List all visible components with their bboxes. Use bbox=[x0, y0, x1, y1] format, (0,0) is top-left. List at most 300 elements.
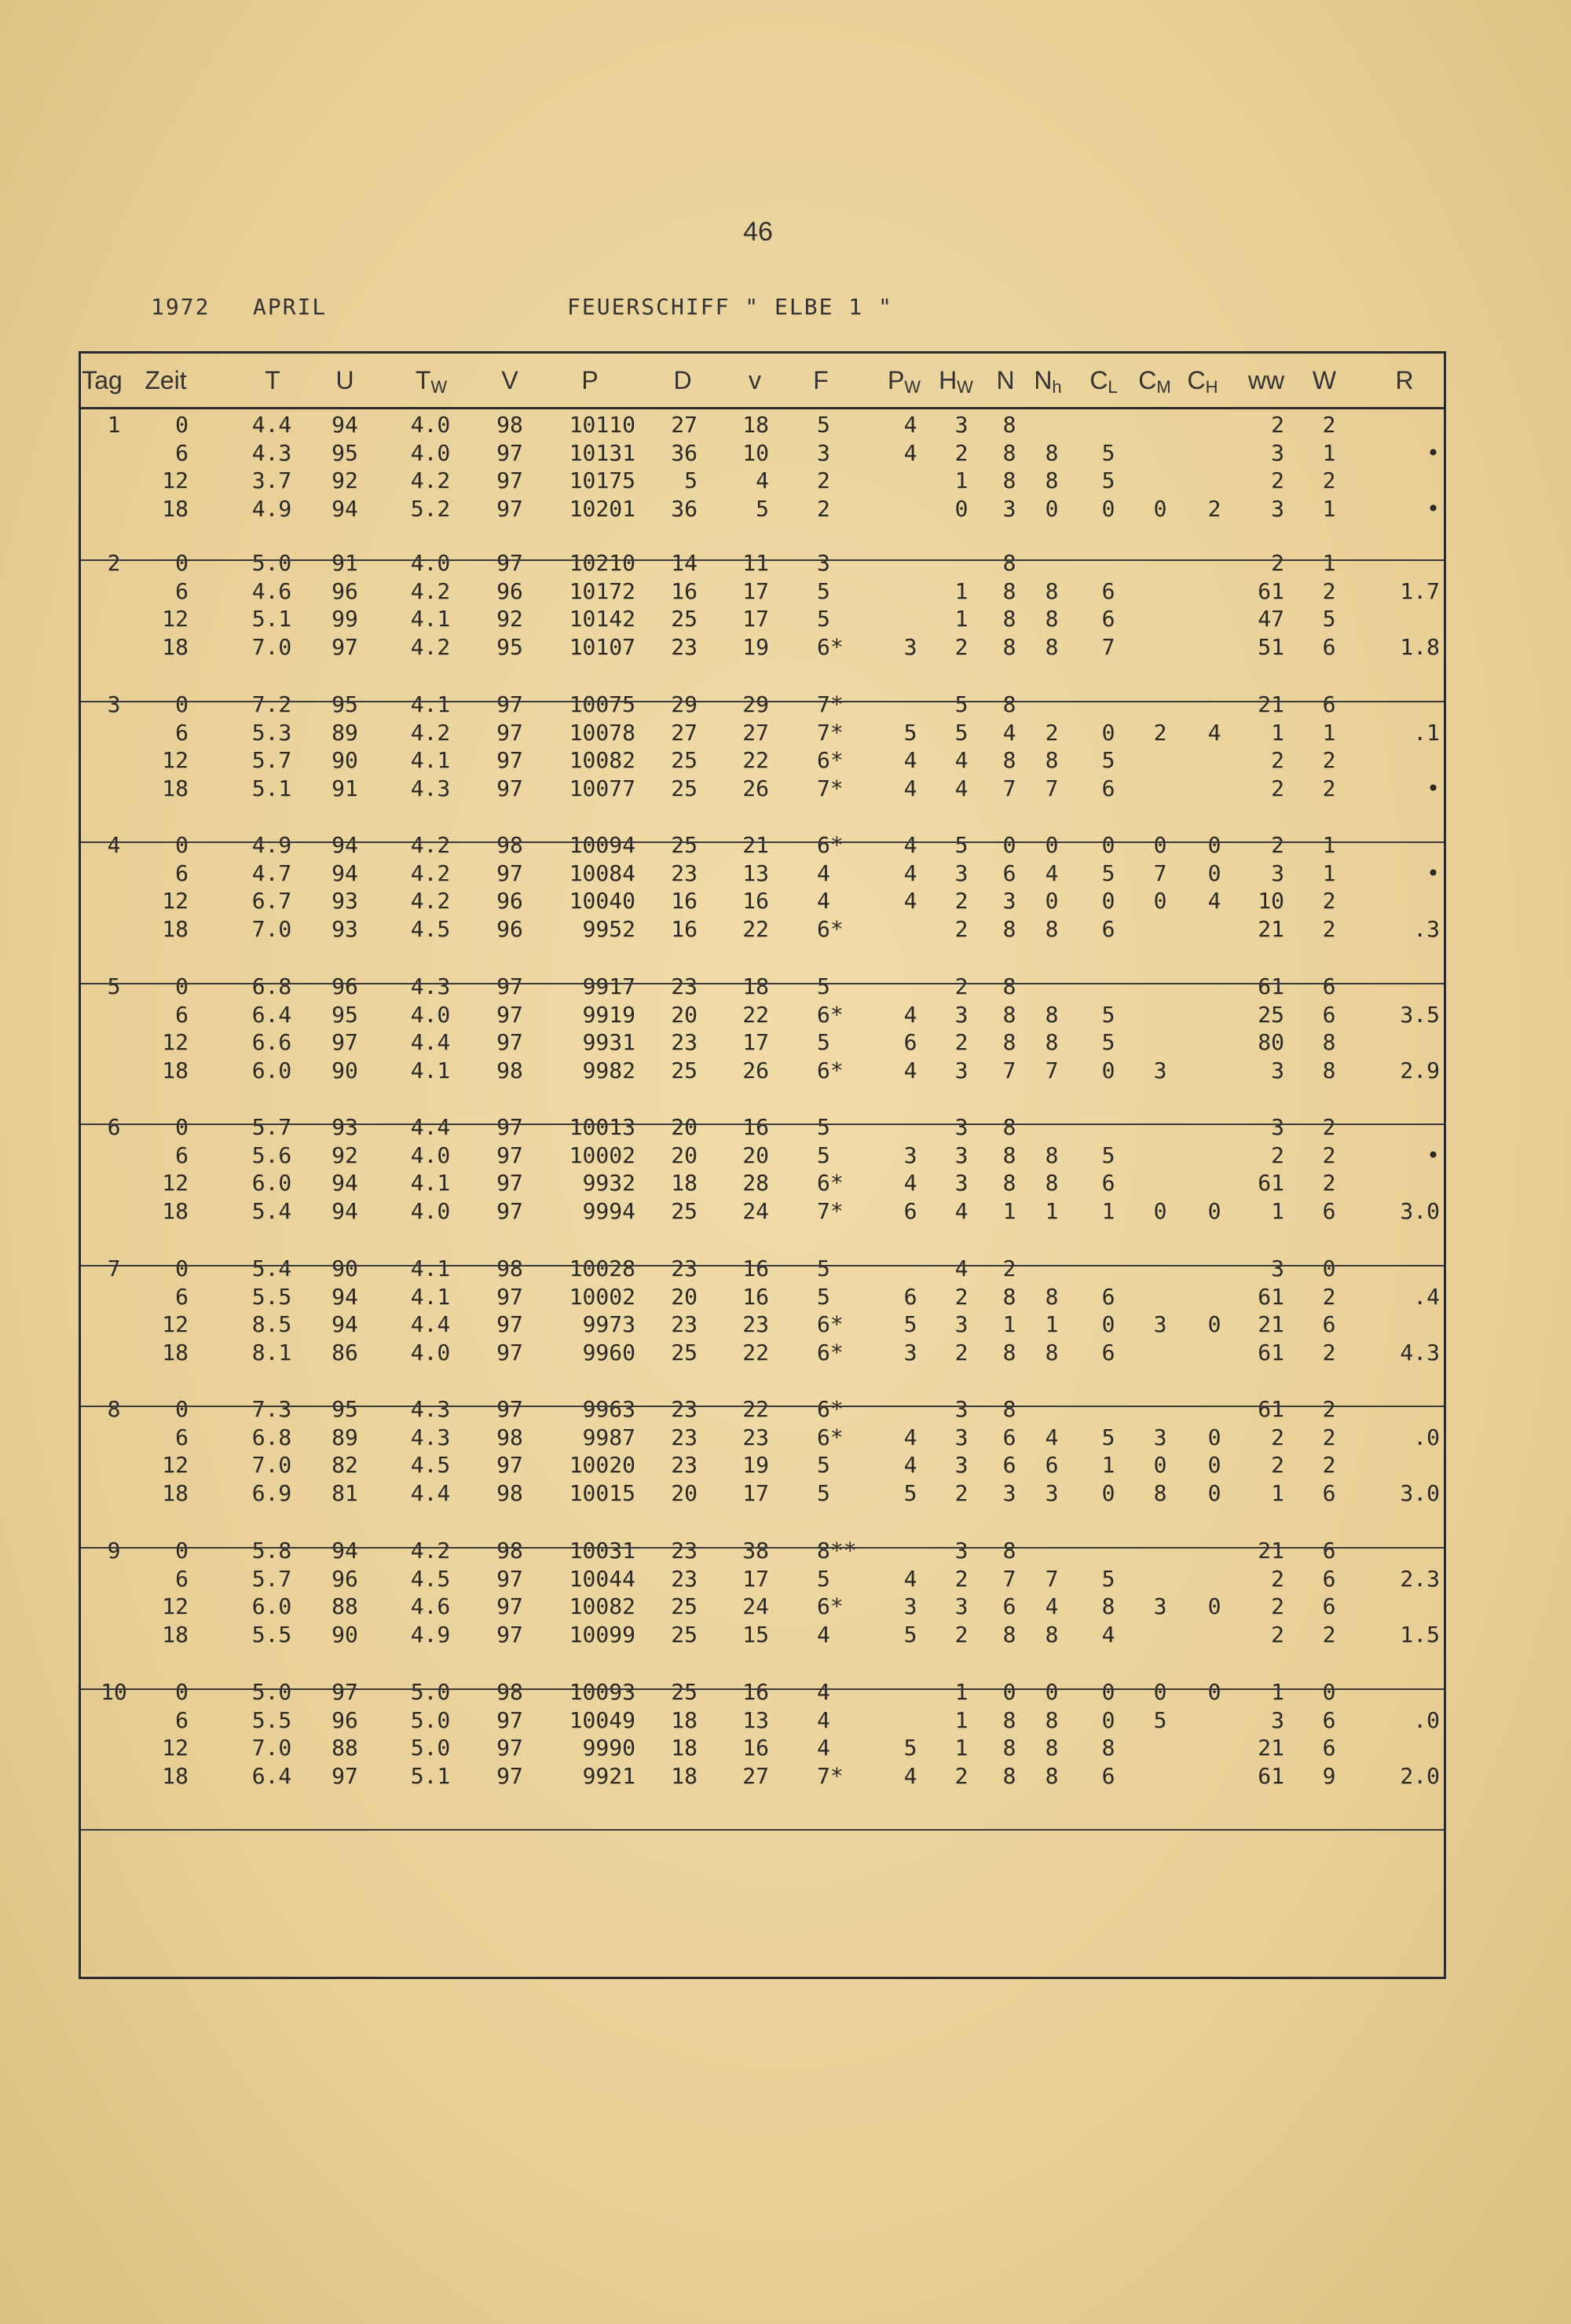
cell-w: 2 bbox=[1322, 1142, 1336, 1168]
cell-v-speed: 5 bbox=[756, 495, 769, 522]
table-row bbox=[81, 1029, 1444, 1056]
cell-nh: 3 bbox=[1045, 1479, 1059, 1506]
cell-w: 8 bbox=[1322, 1057, 1336, 1083]
cell-pw: 5 bbox=[903, 1621, 917, 1648]
cell-zeit: 18 bbox=[162, 775, 189, 801]
table-row bbox=[81, 973, 1444, 1000]
cell-cl: 0 bbox=[1101, 719, 1115, 746]
cell-d: 23 bbox=[671, 1311, 698, 1337]
cell-ch: 0 bbox=[1207, 1593, 1221, 1619]
cell-v: 97 bbox=[496, 1396, 523, 1422]
cell-d: 25 bbox=[671, 832, 698, 858]
column-header-label: P bbox=[887, 366, 905, 394]
cell-n: 0 bbox=[1002, 832, 1016, 858]
cell-n: 8 bbox=[1002, 467, 1016, 493]
cell-w: 9 bbox=[1322, 1762, 1336, 1789]
observation-table bbox=[79, 351, 1446, 1979]
cell-t: 5.1 bbox=[251, 606, 292, 632]
cell-t: 5.4 bbox=[251, 1255, 292, 1281]
cell-nh: 0 bbox=[1045, 832, 1059, 858]
cell-ww: 1 bbox=[1271, 719, 1284, 746]
cell-u: 94 bbox=[331, 1538, 358, 1563]
cell-ww: 21 bbox=[1258, 1538, 1284, 1563]
cell-v: 98 bbox=[496, 1479, 523, 1506]
cell-n: 8 bbox=[1002, 1396, 1016, 1422]
cell-p: 10015 bbox=[569, 1479, 635, 1506]
cell-r: 2.9 bbox=[1400, 1057, 1440, 1083]
cell-tw: 4.0 bbox=[410, 1001, 451, 1028]
cell-v: 98 bbox=[496, 832, 523, 858]
cell-p: 10110 bbox=[569, 412, 635, 438]
cell-hw: 1 bbox=[954, 1735, 969, 1761]
cell-r: • bbox=[1426, 1142, 1440, 1168]
cell-tw: 4.0 bbox=[410, 412, 451, 438]
column-header-t bbox=[265, 366, 280, 395]
cell-ww: 2 bbox=[1271, 1142, 1284, 1168]
cell-u: 97 bbox=[331, 1029, 358, 1055]
cell-f: 7* bbox=[817, 775, 844, 801]
cell-ww: 2 bbox=[1271, 467, 1284, 493]
cell-hw: 2 bbox=[954, 633, 969, 660]
table-row bbox=[81, 888, 1444, 915]
cell-nh: 8 bbox=[1045, 606, 1059, 632]
cell-nh: 0 bbox=[1045, 495, 1059, 522]
cell-r: 3.0 bbox=[1400, 1479, 1440, 1506]
cell-v: 97 bbox=[496, 1762, 523, 1789]
cell-w: 2 bbox=[1322, 747, 1336, 773]
cell-hw: 2 bbox=[954, 973, 969, 999]
cell-zeit: 18 bbox=[162, 1339, 189, 1365]
cell-ch: 0 bbox=[1207, 832, 1221, 858]
cell-v-speed: 24 bbox=[742, 1593, 769, 1619]
cell-v-speed: 10 bbox=[742, 439, 769, 466]
cell-p: 10172 bbox=[569, 577, 635, 604]
cell-ww: 3 bbox=[1271, 860, 1284, 886]
cell-ww: 2 bbox=[1271, 1452, 1284, 1478]
cell-nh: 2 bbox=[1045, 719, 1059, 746]
cell-n: 7 bbox=[1002, 1565, 1016, 1592]
day-number: 9 bbox=[107, 1538, 121, 1563]
column-header-hw bbox=[939, 366, 973, 395]
cell-ww: 3 bbox=[1271, 439, 1284, 466]
cell-t: 5.6 bbox=[251, 1142, 292, 1168]
group-separator bbox=[81, 841, 1444, 843]
cell-r: 2.3 bbox=[1400, 1565, 1440, 1592]
cell-v: 98 bbox=[496, 1679, 523, 1705]
cell-v-speed: 21 bbox=[742, 832, 769, 858]
column-header-subscript: W bbox=[430, 377, 448, 397]
cell-d: 23 bbox=[671, 860, 698, 886]
cell-w: 2 bbox=[1322, 888, 1336, 914]
cell-pw: 5 bbox=[903, 1311, 917, 1337]
cell-v-speed: 27 bbox=[742, 1762, 769, 1789]
cell-v: 97 bbox=[496, 1565, 523, 1592]
cell-u: 96 bbox=[331, 973, 358, 999]
cell-d: 16 bbox=[671, 577, 698, 604]
table-row bbox=[81, 1679, 1444, 1706]
cell-p: 10013 bbox=[569, 1114, 635, 1140]
cell-p: 10028 bbox=[569, 1255, 635, 1281]
cell-hw: 3 bbox=[954, 1170, 969, 1196]
cell-pw: 4 bbox=[903, 1424, 917, 1450]
table-row bbox=[81, 691, 1444, 718]
cell-f: 5 bbox=[817, 1479, 830, 1506]
cell-u: 97 bbox=[331, 1762, 358, 1789]
cell-hw: 2 bbox=[954, 439, 969, 466]
cell-cl: 6 bbox=[1101, 1283, 1115, 1310]
cell-t: 5.0 bbox=[251, 1679, 292, 1705]
cell-v-speed: 26 bbox=[742, 775, 769, 801]
cell-ww: 2 bbox=[1271, 412, 1284, 438]
cell-p: 10142 bbox=[569, 606, 635, 632]
cell-cl: 6 bbox=[1101, 1339, 1115, 1365]
cell-p: 9952 bbox=[582, 915, 635, 942]
cell-tw: 4.6 bbox=[410, 1593, 451, 1619]
cell-p: 10094 bbox=[569, 832, 635, 858]
cell-v-speed: 20 bbox=[742, 1142, 769, 1168]
cell-ch: 0 bbox=[1207, 1197, 1221, 1224]
cell-u: 94 bbox=[331, 1283, 358, 1310]
cell-p: 10082 bbox=[569, 1593, 635, 1619]
cell-pw: 4 bbox=[903, 412, 917, 438]
cell-d: 20 bbox=[671, 1114, 698, 1140]
table-row bbox=[81, 860, 1444, 887]
cell-cm: 0 bbox=[1153, 1679, 1167, 1705]
cell-u: 88 bbox=[331, 1735, 358, 1761]
cell-zeit: 0 bbox=[175, 550, 189, 576]
cell-tw: 4.5 bbox=[410, 1565, 451, 1592]
cell-v: 97 bbox=[496, 1311, 523, 1337]
cell-cm: 2 bbox=[1153, 719, 1167, 746]
cell-n: 8 bbox=[1002, 747, 1016, 773]
cell-pw: 5 bbox=[903, 719, 917, 746]
cell-tw: 4.1 bbox=[410, 1057, 451, 1083]
cell-hw: 2 bbox=[954, 1479, 969, 1506]
cell-u: 97 bbox=[331, 633, 358, 660]
cell-r: 3.5 bbox=[1400, 1001, 1440, 1028]
cell-cl: 5 bbox=[1101, 860, 1115, 886]
cell-v: 92 bbox=[496, 606, 523, 632]
cell-w: 6 bbox=[1322, 1311, 1336, 1337]
cell-pw: 6 bbox=[903, 1197, 917, 1224]
cell-v: 98 bbox=[496, 412, 523, 438]
cell-w: 1 bbox=[1322, 860, 1336, 886]
cell-ch: 0 bbox=[1207, 1479, 1221, 1506]
cell-t: 7.0 bbox=[251, 1735, 292, 1761]
cell-v: 97 bbox=[496, 1452, 523, 1478]
table-row bbox=[81, 1452, 1444, 1479]
table-row bbox=[81, 1311, 1444, 1338]
group-separator bbox=[81, 1265, 1444, 1266]
cell-d: 23 bbox=[671, 1538, 698, 1563]
cell-cl: 6 bbox=[1101, 775, 1115, 801]
column-header-label: C bbox=[1138, 366, 1157, 394]
cell-w: 1 bbox=[1322, 832, 1336, 858]
cell-f: 4 bbox=[817, 1621, 830, 1648]
cell-ww: 25 bbox=[1258, 1001, 1284, 1028]
cell-t: 7.2 bbox=[251, 691, 292, 717]
cell-t: 6.0 bbox=[251, 1593, 292, 1619]
table-row bbox=[81, 1198, 1444, 1225]
cell-pw: 4 bbox=[903, 1762, 917, 1789]
cell-ww: 61 bbox=[1258, 1283, 1284, 1310]
page-number: 46 bbox=[743, 217, 773, 247]
cell-f: 6* bbox=[817, 1170, 844, 1196]
cell-v-speed: 4 bbox=[756, 467, 769, 493]
cell-tw: 4.0 bbox=[410, 1142, 451, 1168]
cell-ww: 3 bbox=[1271, 1706, 1284, 1733]
cell-t: 7.0 bbox=[251, 915, 292, 942]
cell-w: 6 bbox=[1322, 1565, 1336, 1592]
cell-p: 10093 bbox=[569, 1679, 635, 1705]
cell-w: 2 bbox=[1322, 1452, 1336, 1478]
cell-n: 8 bbox=[1002, 550, 1016, 576]
cell-tw: 4.0 bbox=[410, 1339, 451, 1365]
cell-cm: 3 bbox=[1153, 1424, 1167, 1450]
cell-zeit: 6 bbox=[175, 1001, 189, 1028]
cell-f: 6* bbox=[817, 633, 844, 660]
cell-ww: 3 bbox=[1271, 495, 1284, 522]
cell-t: 5.7 bbox=[251, 1565, 292, 1592]
cell-u: 95 bbox=[331, 691, 358, 717]
cell-zeit: 12 bbox=[162, 1170, 189, 1196]
cell-w: 6 bbox=[1322, 1479, 1336, 1506]
cell-v-speed: 38 bbox=[742, 1538, 769, 1563]
cell-cl: 1 bbox=[1101, 1197, 1115, 1224]
cell-tw: 4.3 bbox=[410, 973, 451, 999]
cell-hw: 3 bbox=[954, 1396, 969, 1422]
cell-d: 18 bbox=[671, 1735, 698, 1761]
cell-t: 6.8 bbox=[251, 973, 292, 999]
cell-tw: 4.2 bbox=[410, 860, 451, 886]
cell-p: 10099 bbox=[569, 1621, 635, 1648]
cell-u: 94 bbox=[331, 495, 358, 522]
cell-t: 5.1 bbox=[251, 775, 292, 801]
cell-r: 1.5 bbox=[1400, 1621, 1440, 1648]
cell-pw: 5 bbox=[903, 1479, 917, 1506]
cell-cm: 0 bbox=[1153, 1452, 1167, 1478]
cell-p: 10131 bbox=[569, 439, 635, 466]
cell-ww: 2 bbox=[1271, 1424, 1284, 1450]
cell-pw: 6 bbox=[903, 1283, 917, 1310]
table-row bbox=[81, 916, 1444, 943]
cell-v-speed: 18 bbox=[742, 412, 769, 438]
cell-tw: 4.5 bbox=[410, 915, 451, 942]
cell-v: 97 bbox=[496, 1197, 523, 1224]
cell-f: 2 bbox=[817, 495, 830, 522]
cell-u: 92 bbox=[331, 1142, 358, 1168]
cell-d: 20 bbox=[671, 1142, 698, 1168]
cell-v: 96 bbox=[496, 888, 523, 914]
cell-t: 6.7 bbox=[251, 888, 292, 914]
cell-ch: 4 bbox=[1207, 888, 1221, 914]
cell-zeit: 12 bbox=[162, 467, 189, 493]
cell-tw: 4.1 bbox=[410, 747, 451, 773]
cell-u: 93 bbox=[331, 1114, 358, 1140]
cell-pw: 3 bbox=[903, 1339, 917, 1365]
column-header-label: U bbox=[335, 366, 354, 394]
cell-d: 23 bbox=[671, 1396, 698, 1422]
cell-ww: 61 bbox=[1258, 1170, 1284, 1196]
cell-zeit: 18 bbox=[162, 915, 189, 942]
cell-ww: 2 bbox=[1271, 832, 1284, 858]
cell-w: 2 bbox=[1322, 1170, 1336, 1196]
column-header-pw bbox=[888, 366, 921, 395]
table-row bbox=[81, 1255, 1444, 1282]
group-separator bbox=[81, 559, 1444, 561]
cell-nh: 8 bbox=[1045, 1170, 1059, 1196]
cell-n: 6 bbox=[1002, 1424, 1016, 1450]
cell-zeit: 6 bbox=[175, 577, 189, 604]
cell-f: 5 bbox=[817, 577, 830, 604]
table-row bbox=[81, 747, 1444, 774]
group-separator bbox=[81, 983, 1444, 984]
cell-hw: 2 bbox=[954, 888, 969, 914]
column-header-subscript: H bbox=[1205, 377, 1218, 397]
table-row bbox=[81, 1622, 1444, 1648]
cell-w: 2 bbox=[1322, 775, 1336, 801]
cell-t: 8.1 bbox=[251, 1339, 292, 1365]
cell-ch: 0 bbox=[1207, 1452, 1221, 1478]
day-number: 10 bbox=[101, 1679, 127, 1705]
cell-pw: 4 bbox=[903, 747, 917, 773]
cell-t: 5.5 bbox=[251, 1283, 292, 1310]
column-header-p bbox=[581, 366, 598, 395]
cell-u: 95 bbox=[331, 1001, 358, 1028]
cell-cl: 5 bbox=[1101, 467, 1115, 493]
cell-v: 97 bbox=[496, 1735, 523, 1761]
cell-hw: 2 bbox=[954, 1621, 969, 1648]
cell-hw: 0 bbox=[954, 495, 969, 522]
cell-cl: 6 bbox=[1101, 915, 1115, 942]
table-row bbox=[81, 775, 1444, 802]
cell-nh: 8 bbox=[1045, 1621, 1059, 1648]
cell-p: 10082 bbox=[569, 747, 635, 773]
cell-v-speed: 17 bbox=[742, 1565, 769, 1592]
day-number: 7 bbox=[107, 1255, 121, 1281]
cell-nh: 1 bbox=[1045, 1311, 1059, 1337]
cell-v: 97 bbox=[496, 1142, 523, 1168]
cell-d: 25 bbox=[671, 606, 698, 632]
column-header-v-speed bbox=[749, 366, 761, 395]
cell-ww: 21 bbox=[1258, 915, 1284, 942]
cell-ww: 2 bbox=[1271, 1565, 1284, 1592]
cell-tw: 4.2 bbox=[410, 577, 451, 604]
cell-f: 5 bbox=[817, 1565, 830, 1592]
cell-v-speed: 16 bbox=[742, 1114, 769, 1140]
cell-t: 6.4 bbox=[251, 1762, 292, 1789]
group-separator bbox=[81, 1124, 1444, 1125]
table-row bbox=[81, 1538, 1444, 1564]
cell-cl: 8 bbox=[1101, 1593, 1115, 1619]
cell-tw: 4.0 bbox=[410, 550, 451, 576]
cell-zeit: 0 bbox=[175, 1255, 189, 1281]
day-number: 3 bbox=[107, 691, 121, 717]
cell-nh: 4 bbox=[1045, 1424, 1059, 1450]
cell-zeit: 12 bbox=[162, 1311, 189, 1337]
column-header-subscript: M bbox=[1156, 377, 1171, 397]
cell-ww: 21 bbox=[1258, 691, 1284, 717]
cell-p: 10002 bbox=[569, 1283, 635, 1310]
table-row bbox=[81, 1763, 1444, 1790]
cell-hw: 5 bbox=[954, 691, 969, 717]
cell-v-speed: 28 bbox=[742, 1170, 769, 1196]
cell-n: 8 bbox=[1002, 1283, 1016, 1310]
cell-w: 6 bbox=[1322, 1593, 1336, 1619]
cell-f: 8** bbox=[817, 1538, 857, 1563]
cell-zeit: 0 bbox=[175, 973, 189, 999]
cell-v-speed: 13 bbox=[742, 1706, 769, 1733]
cell-d: 25 bbox=[671, 1339, 698, 1365]
group-separator bbox=[81, 1406, 1444, 1407]
cell-f: 2 bbox=[817, 467, 830, 493]
column-header-cm bbox=[1138, 366, 1170, 395]
cell-u: 95 bbox=[331, 1396, 358, 1422]
table-row bbox=[81, 1707, 1444, 1734]
cell-ch: 2 bbox=[1207, 495, 1221, 522]
cell-tw: 5.0 bbox=[410, 1679, 451, 1705]
cell-r: 3.0 bbox=[1400, 1197, 1440, 1224]
cell-hw: 4 bbox=[954, 1197, 969, 1224]
cell-tw: 4.4 bbox=[410, 1311, 451, 1337]
cell-tw: 4.2 bbox=[410, 467, 451, 493]
cell-n: 3 bbox=[1002, 495, 1016, 522]
cell-nh: 8 bbox=[1045, 577, 1059, 604]
cell-f: 4 bbox=[817, 1735, 830, 1761]
cell-u: 92 bbox=[331, 467, 358, 493]
cell-f: 7* bbox=[817, 719, 844, 746]
cell-p: 9994 bbox=[582, 1197, 635, 1224]
cell-nh: 4 bbox=[1045, 1593, 1059, 1619]
cell-n: 3 bbox=[1002, 888, 1016, 914]
cell-w: 2 bbox=[1322, 577, 1336, 604]
cell-zeit: 0 bbox=[175, 832, 189, 858]
group-separator bbox=[81, 1688, 1444, 1690]
cell-zeit: 6 bbox=[175, 719, 189, 746]
cell-ww: 2 bbox=[1271, 775, 1284, 801]
cell-hw: 3 bbox=[954, 1452, 969, 1478]
cell-cl: 0 bbox=[1101, 1479, 1115, 1506]
cell-t: 4.6 bbox=[251, 577, 292, 604]
cell-w: 6 bbox=[1322, 973, 1336, 999]
cell-tw: 4.4 bbox=[410, 1029, 451, 1055]
cell-v: 97 bbox=[496, 550, 523, 576]
table-row bbox=[81, 1002, 1444, 1028]
cell-r: .0 bbox=[1413, 1424, 1440, 1450]
cell-ch: 0 bbox=[1207, 1424, 1221, 1450]
cell-v-speed: 22 bbox=[742, 747, 769, 773]
table-row bbox=[81, 1284, 1444, 1310]
cell-zeit: 12 bbox=[162, 1593, 189, 1619]
cell-hw: 5 bbox=[954, 832, 969, 858]
cell-t: 6.8 bbox=[251, 1424, 292, 1450]
cell-t: 8.5 bbox=[251, 1311, 292, 1337]
cell-zeit: 6 bbox=[175, 1283, 189, 1310]
cell-u: 93 bbox=[331, 888, 358, 914]
cell-pw: 4 bbox=[903, 1057, 917, 1083]
cell-zeit: 18 bbox=[162, 1057, 189, 1083]
cell-w: 6 bbox=[1322, 1735, 1336, 1761]
cell-n: 8 bbox=[1002, 1339, 1016, 1365]
cell-p: 9917 bbox=[582, 973, 635, 999]
column-header-nh bbox=[1034, 366, 1061, 395]
cell-n: 8 bbox=[1002, 1114, 1016, 1140]
cell-cl: 8 bbox=[1101, 1735, 1115, 1761]
cell-f: 6* bbox=[817, 1424, 844, 1450]
cell-cl: 5 bbox=[1101, 1424, 1115, 1450]
cell-d: 23 bbox=[671, 1565, 698, 1592]
cell-w: 2 bbox=[1322, 1339, 1336, 1365]
